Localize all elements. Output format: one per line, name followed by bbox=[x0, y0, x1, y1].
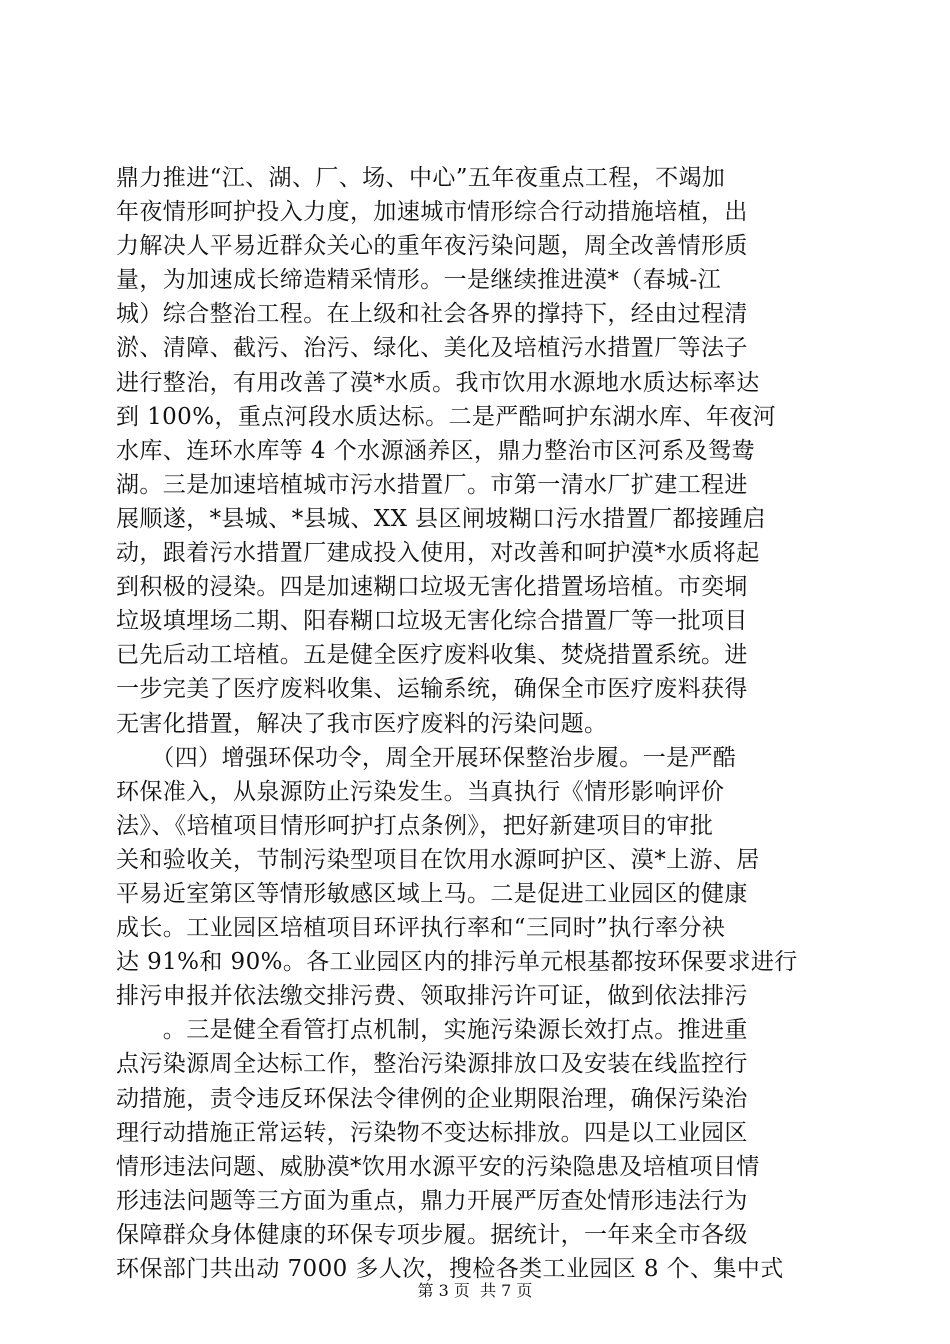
text-line: 理行动措施正常运转，污染物不变达标排放。四是以工业园区 bbox=[116, 1119, 748, 1146]
text-line: 排污申报并依法缴交排污费、领取排污许可证，做到依法排污 bbox=[116, 983, 748, 1010]
text-line: 成长。工业园区培植项目环评执行率和“三同时”执行率分袂 bbox=[116, 915, 726, 942]
text-line: 动措施，责令违反环保法令律例的企业期限治理，确保污染治 bbox=[116, 1085, 748, 1112]
text-line: 年夜情形呵护投入力度，加速城市情形综合行动措施培植，出 bbox=[116, 199, 748, 226]
page-footer bbox=[0, 1281, 950, 1301]
text-line: 保障群众身体健康的环保专项步履。据统计，一年来全市各级 bbox=[116, 1221, 748, 1248]
text-line: 力解决人平易近群众关心的重年夜污染问题，周全改善情形质 bbox=[116, 233, 748, 260]
text-line: 湖。三是加速培植城市污水措置厂。市第一清水厂扩建工程进 bbox=[116, 471, 748, 498]
document-body bbox=[116, 161, 836, 1286]
text-line: 量，为加速成长缔造精采情形。一是继续推进漠*（春城-江 bbox=[116, 267, 722, 294]
text-line: 鼎力推进“江、湖、厂、场、中心”五年夜重点工程，不竭加 bbox=[116, 165, 726, 191]
text-line: 淤、清障、截污、治污、绿化、美化及培植污水措置厂等法子 bbox=[116, 335, 748, 362]
text-line: 平易近室第区等情形敏感区域上马。二是促进工业园区的健康 bbox=[116, 880, 748, 907]
text-line: 展顺遂，*县城、*县城、XX 县区闸坡糊口污水措置厂都接踵启 bbox=[116, 505, 767, 532]
text-line: 已先后动工培植。五是健全医疗废料收集、焚烧措置系统。进 bbox=[116, 642, 748, 669]
text-line: 环保部门共出动 7000 多人次，搜检各类工业园区 8 个、集中式 bbox=[116, 1256, 784, 1282]
text-line: 达 91%和 90%。各工业园区内的排污单元根基都按环保要求进行 bbox=[116, 949, 798, 976]
text-line: 点污染源周全达标工作，整治污染源排放口及安装在线监控行 bbox=[116, 1051, 748, 1078]
text-line: 关和验收关，节制污染型项目在饮用水源呵护区、漠*上游、居 bbox=[116, 846, 760, 873]
text-line: （四）增强环保功令，周全开展环保整治步履。一是严酷 bbox=[116, 744, 737, 771]
text-line: 环保准入，从泉源防止污染发生。当真执行《情形影响评价 bbox=[116, 778, 725, 805]
text-line: 动，跟着污水措置厂建成投入使用，对改善和呵护漠*水质将起 bbox=[116, 540, 760, 567]
text-line: 形违法问题等三方面为重点，鼎力开展严厉查处情形违法行为 bbox=[116, 1187, 748, 1214]
text-line: 到积极的浸染。四是加速糊口垃圾无害化措置场培植。市奕垌 bbox=[116, 574, 748, 601]
text-line: 情形违法问题、威胁漠*饮用水源平安的污染隐患及培植项目情 bbox=[116, 1153, 760, 1180]
text-line: 无害化措置，解决了我市医疗废料的污染问题。 bbox=[116, 710, 608, 737]
text-line: 水库、连环水库等 4 个水源涵养区，鼎力整治市区河系及鸳鸯 bbox=[116, 437, 755, 464]
text-line: 城）综合整治工程。在上级和社会各界的撑持下，经由过程清 bbox=[116, 301, 748, 328]
text-line: 到 100%，重点河段水质达标。二是严酷呵护东湖水库、年夜河 bbox=[116, 403, 777, 430]
text-line: 法》、《培植项目情形呵护打点条例》，把好新建项目的审批 bbox=[116, 812, 714, 839]
text-line: 。三是健全看管打点机制，实施污染源长效打点。推进重 bbox=[116, 1017, 748, 1044]
text-line: 垃圾填埋场二期、阳春糊口垃圾无害化综合措置厂等一批项目 bbox=[116, 608, 748, 635]
text-line: 一步完美了医疗废料收集、运输系统，确保全市医疗废料获得 bbox=[116, 676, 748, 703]
text-line: 进行整治，有用改善了漠*水质。我市饮用水源地水质达标率达 bbox=[116, 369, 760, 396]
page-number-label: 第 3 页 共 7 页 bbox=[417, 1281, 533, 1300]
